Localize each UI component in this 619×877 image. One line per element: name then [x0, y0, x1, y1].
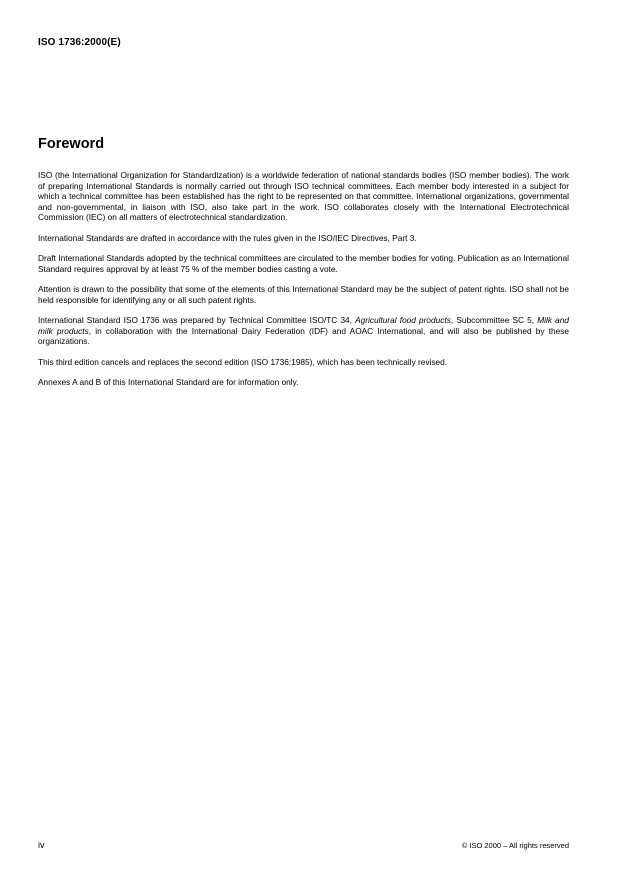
paragraph-drafting-rules: International Standards are drafted in accordance with the rules given in the ISO/IEC Directives, Part 3. — [38, 232, 417, 243]
preparation-text-1: International Standard ISO 1736 was prepared by Technical Committee ISO/TC 34, — [38, 315, 356, 325]
preparation-text-2: , Subcommittee SC 5, — [450, 315, 538, 325]
paragraph-edition: This third edition cancels and replaces the second edition (ISO 1736:1985), which has been technically revised. — [38, 356, 448, 367]
paragraph-voting: Draft International Standards adopted by the technical committees are circulated to the member bodies for voting. Publication as an International Standard requires approval by at least 75 % of the member bodies casting a vote. — [38, 253, 569, 274]
copyright-notice: © ISO 2000 – All rights reserved — [461, 841, 569, 850]
page-number: iv — [38, 840, 45, 850]
paragraph-iso-description: ISO (the International Organization for Standardization) is a worldwide federation of national standards bodies (ISO member bodies). The work of preparing International Standards is normally carried out through ISO technical committees. Each member body interested in a subject for which a technical committee has been established has the right to be represented on that committee. International organizations, governmental and non-governmental, in liaison with ISO, also take part in the work. ISO collaborates closely with the International Electrotechnical Commission (IEC) on all matters of electrotechnical standardization. — [38, 170, 569, 222]
paragraph-annexes: Annexes A and B of this International Standard are for information only. — [38, 377, 299, 387]
foreword-body — [38, 170, 569, 398]
committee-name: Agricultural food products — [355, 315, 451, 325]
document-header: ISO 1736:2000(E) — [38, 37, 121, 48]
preparation-text-3: , in collaboration with the International Dairy Federation (IDF) and AOAC International, and will also be published by these organizations. — [38, 325, 570, 346]
subcommittee-name: Milk and milk products — [38, 315, 569, 336]
section-title-foreword: Foreword — [38, 136, 105, 152]
paragraph-patent-rights: Attention is drawn to the possibility that some of the elements of this International Standard may be the subject of patent rights. ISO shall not be held responsible for identifying any or all such patent rights. — [38, 284, 569, 305]
paragraph-preparation — [38, 315, 569, 347]
